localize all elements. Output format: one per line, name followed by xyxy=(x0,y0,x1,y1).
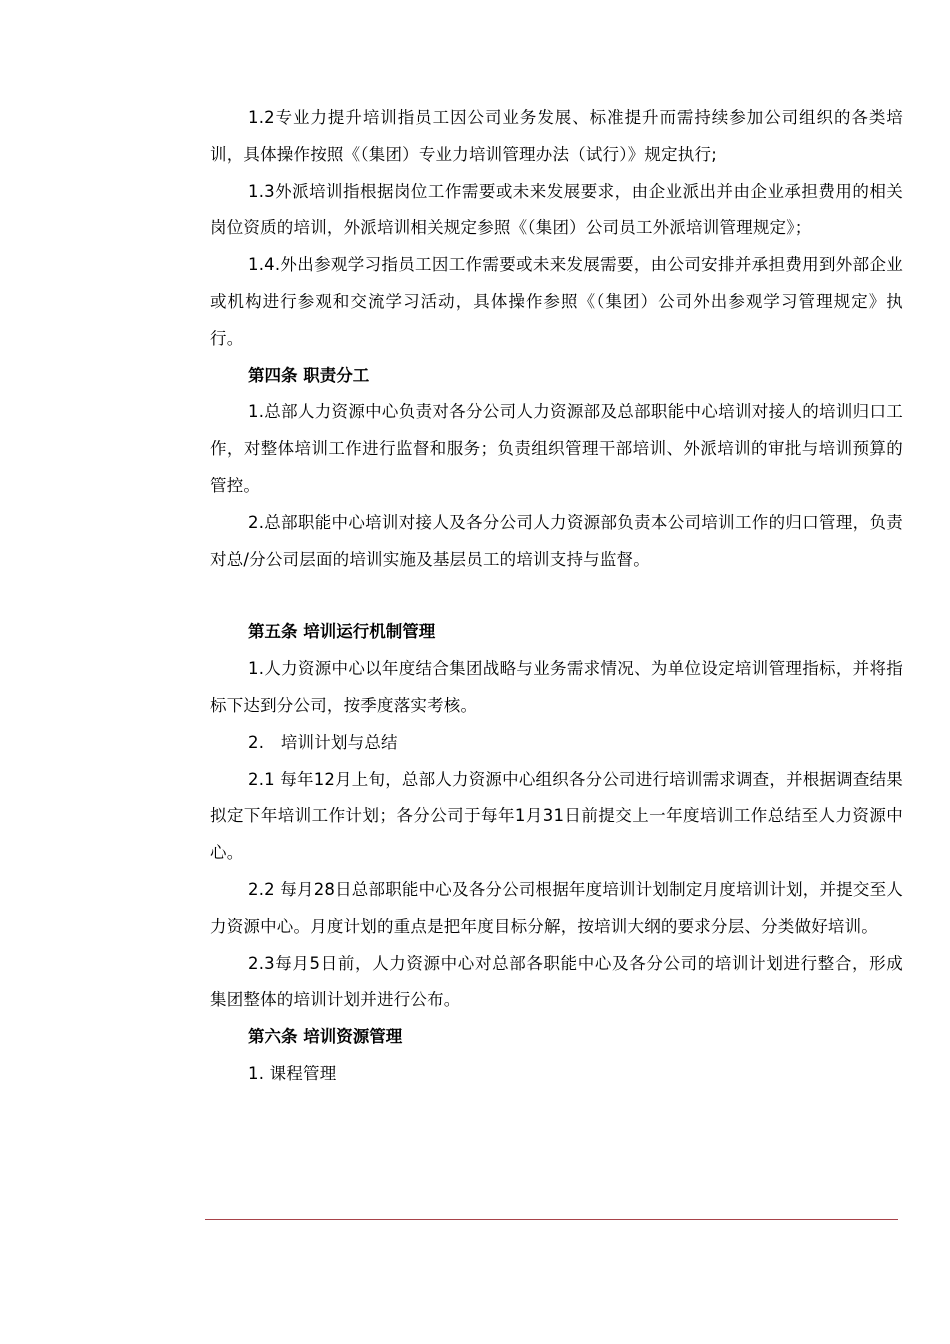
footer-rule xyxy=(205,1219,898,1220)
paragraph-4-2: 2.总部职能中心培训对接人及各分公司人力资源部负责本公司培训工作的归口管理，负责对总/分公司层面的培训实施及基层员工的培训支持与监督。 xyxy=(210,512,903,569)
paragraph-5-2-3: 2.3每月5日前，人力资源中心对总部各职能中心及各分公司的培训计划进行整合，形成集团整体的培训计划并进行公布。 xyxy=(210,953,903,1010)
article-6-heading: 第六条 培训资源管理 xyxy=(248,1027,403,1047)
paragraph-6-1: 1. 课程管理 xyxy=(248,1063,337,1083)
paragraph-5-2-2: 2.2 每月28日总部职能中心及各分公司根据年度培训计划制定月度培训计划，并提交至人力资源中心。月度计划的重点是把年度目标分解，按培训大纲的要求分层、分类做好培训。 xyxy=(210,879,903,936)
paragraph-5-2: 2. 培训计划与总结 xyxy=(248,732,398,752)
document-body xyxy=(210,100,903,1093)
section-gap xyxy=(210,578,903,614)
article-5-heading: 第五条 培训运行机制管理 xyxy=(248,622,436,642)
article-4-heading: 第四条 职责分工 xyxy=(248,365,370,385)
paragraph-1-2: 1.2专业力提升培训指员工因公司业务发展、标准提升而需持续参加公司组织的各类培训，具体操作按照《（集团）专业力培训管理办法（试行）》规定执行; xyxy=(210,108,903,164)
paragraph-4-1: 1.总部人力资源中心负责对各分公司人力资源部及总部职能中心培训对接人的培训归口工作，对整体培训工作进行监督和服务；负责组织管理干部培训、外派培训的审批与培训预算的管控。 xyxy=(210,402,903,495)
paragraph-5-2-1: 2.1 每年12月上旬，总部人力资源中心组织各分公司进行培训需求调查，并根据调查结果拟定下年培训工作计划；各分公司于每年1月31日前提交上一年度培训工作总结至人力资源中心。 xyxy=(210,769,903,863)
paragraph-1-4: 1.4.外出参观学习指员工因工作需要或未来发展需要，由公司安排并承担费用到外部企业或机构进行参观和交流学习活动，具体操作参照《（集团）公司外出参观学习管理规定》执行。 xyxy=(210,255,903,348)
paragraph-5-1: 1.人力资源中心以年度结合集团战略与业务需求情况、为单位设定培训管理指标，并将指标下达到分公司，按季度落实考核。 xyxy=(210,659,903,715)
paragraph-1-3: 1.3外派培训指根据岗位工作需要或未来发展要求，由企业派出并由企业承担费用的相关岗位资质的培训，外派培训相关规定参照《（集团）公司员工外派培训管理规定》； xyxy=(210,181,903,238)
